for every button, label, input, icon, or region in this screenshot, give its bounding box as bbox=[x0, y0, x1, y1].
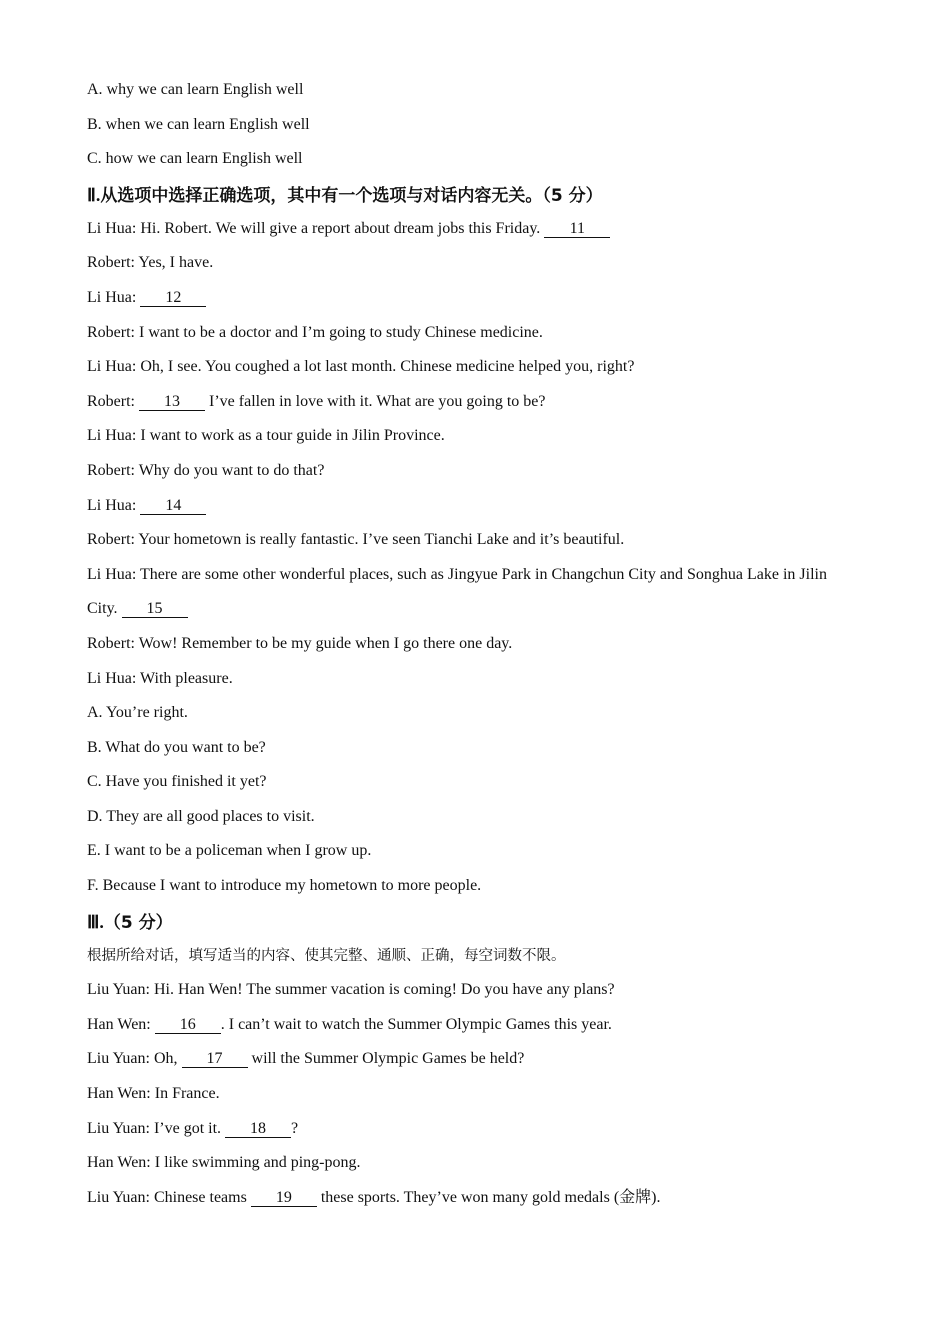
section-3-title: （5 分） bbox=[103, 912, 173, 933]
blank-19[interactable]: 19 bbox=[251, 1189, 317, 1207]
dialogue-line-7: Li Hua: I want to work as a tour guide in Jilin Province. bbox=[87, 427, 445, 445]
dialogue-text: Li Hua: Hi. Robert. We will give a report about dream jobs this Friday. bbox=[87, 219, 541, 237]
dialogue-text: ? bbox=[291, 1119, 299, 1137]
blank-13[interactable]: 13 bbox=[139, 393, 205, 411]
option-b-top: B. when we can learn English well bbox=[87, 115, 310, 133]
option-c-top: C. how we can learn English well bbox=[87, 150, 303, 168]
option-a: A. You’re right. bbox=[87, 704, 188, 722]
dialogue-line-5: Li Hua: Oh, I see. You coughed a lot last month. Chinese medicine helped you, right? bbox=[87, 358, 635, 376]
dialogue-line-8: Robert: Why do you want to do that? bbox=[87, 461, 325, 479]
dialogue-text: Liu Yuan: Chinese teams bbox=[87, 1188, 247, 1206]
blank-15[interactable]: 15 bbox=[122, 600, 188, 618]
dialogue2-line-2 bbox=[87, 1015, 880, 1035]
dialogue-text: Li Hua: bbox=[87, 496, 137, 514]
section-3-instruction: 根据所给对话，填写适当的内容、使其完整、通顺、正确，每空词数不限。 bbox=[87, 947, 566, 964]
dialogue-line-1 bbox=[87, 219, 880, 239]
section-2-number: Ⅱ. bbox=[87, 184, 101, 205]
option-c: C. Have you finished it yet? bbox=[87, 773, 267, 791]
dialogue-text: I’ve fallen in love with it. What are you going to be? bbox=[209, 392, 546, 410]
blank-14[interactable]: 14 bbox=[140, 497, 206, 515]
dialogue-line-2: Robert: Yes, I have. bbox=[87, 254, 214, 272]
blank-11[interactable]: 11 bbox=[544, 220, 610, 238]
dialogue-line-6 bbox=[87, 392, 880, 412]
dialogue-line-3 bbox=[87, 288, 880, 308]
option-a-top: A. why we can learn English well bbox=[87, 81, 304, 98]
dialogue-line-12: Robert: Wow! Remember to be my guide when I go there one day. bbox=[87, 634, 513, 652]
blank-18[interactable]: 18 bbox=[225, 1120, 291, 1138]
blank-16[interactable]: 16 bbox=[155, 1016, 221, 1034]
dialogue2-line-1: Liu Yuan: Hi. Han Wen! The summer vacation is coming! Do you have any plans? bbox=[87, 981, 615, 999]
dialogue2-line-5 bbox=[87, 1119, 880, 1139]
option-f: F. Because I want to introduce my hometown to more people. bbox=[87, 877, 482, 895]
dialogue-text: Liu Yuan: I’ve got it. bbox=[87, 1119, 222, 1137]
section-2-title: 从选项中选择正确选项，其中有一个选项与对话内容无关。（5 分） bbox=[100, 185, 603, 206]
dialogue-text: Li Hua: bbox=[87, 288, 137, 306]
dialogue-text: City. bbox=[87, 600, 118, 618]
dialogue-line-11a: Li Hua: There are some other wonderful places, such as Jingyue Park in Changchun City and Songhua Lake in Jilin bbox=[87, 565, 827, 583]
dialogue-text: Liu Yuan: Oh, bbox=[87, 1050, 178, 1068]
dialogue-text: Robert: bbox=[87, 392, 135, 410]
dialogue2-line-4: Han Wen: In France. bbox=[87, 1085, 220, 1103]
option-d: D. They are all good places to visit. bbox=[87, 807, 315, 825]
dialogue2-line-3 bbox=[87, 1049, 880, 1069]
dialogue2-line-7 bbox=[87, 1188, 880, 1208]
dialogue-text: these sports. They’ve won many gold medals (金牌). bbox=[320, 1188, 661, 1206]
option-b: B. What do you want to be? bbox=[87, 738, 266, 756]
dialogue-text: Han Wen: bbox=[87, 1015, 151, 1033]
dialogue2-line-6: Han Wen: I like swimming and ping-pong. bbox=[87, 1154, 361, 1172]
option-e: E. I want to be a policeman when I grow up. bbox=[87, 842, 372, 860]
section-3-number: Ⅲ. bbox=[87, 911, 104, 932]
dialogue-text: will the Summer Olympic Games be held? bbox=[251, 1050, 525, 1068]
blank-12[interactable]: 12 bbox=[140, 289, 206, 307]
section-2-heading bbox=[87, 184, 880, 206]
blank-17[interactable]: 17 bbox=[182, 1050, 248, 1068]
dialogue-line-4: Robert: I want to be a doctor and I’m going to study Chinese medicine. bbox=[87, 323, 543, 341]
dialogue-line-11b bbox=[87, 599, 880, 619]
dialogue-text: . I can’t wait to watch the Summer Olympic Games this year. bbox=[220, 1015, 612, 1033]
section-3-heading bbox=[87, 911, 880, 933]
dialogue-line-10: Robert: Your hometown is really fantastic. I’ve seen Tianchi Lake and it’s beautiful. bbox=[87, 531, 625, 549]
dialogue-line-9 bbox=[87, 496, 880, 516]
dialogue-line-13: Li Hua: With pleasure. bbox=[87, 669, 233, 687]
